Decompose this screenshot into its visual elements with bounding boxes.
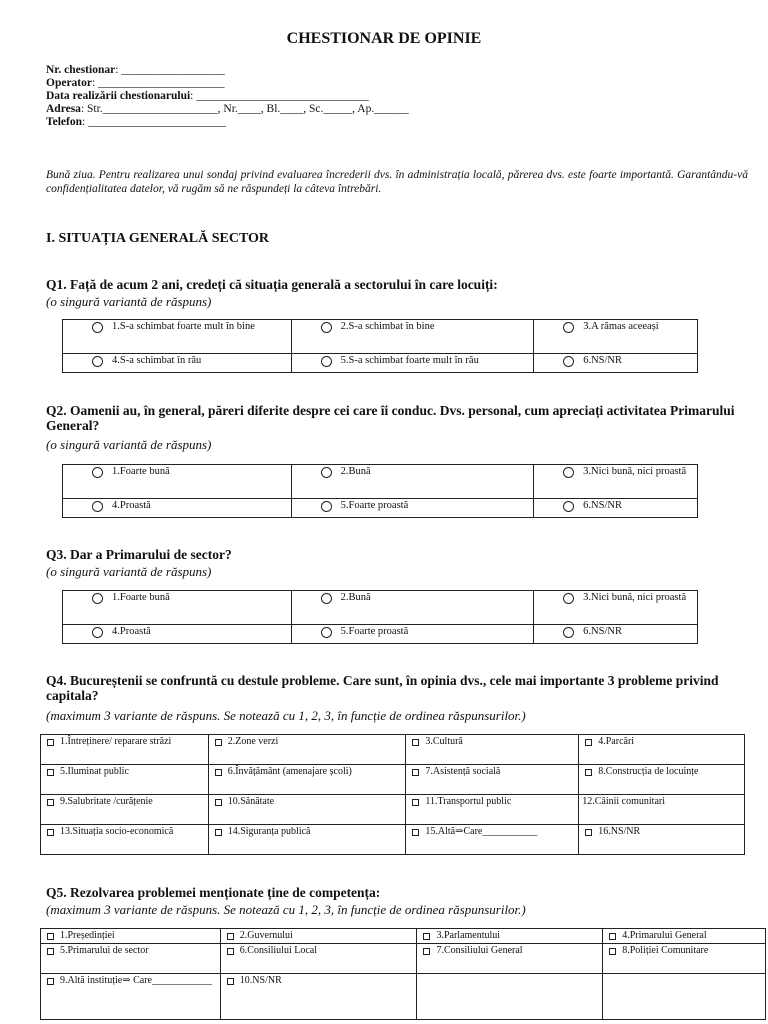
data-field[interactable]: : ______________________________ [190,90,369,102]
q3-hint: (o singură variantă de răspuns) [46,564,212,579]
respondent-info-block [46,64,409,129]
q2-option[interactable]: 5.Foarte proastă [291,499,534,518]
q4-options-table [40,734,745,855]
q4-option[interactable]: 10.Sănătate [208,795,406,825]
radio-icon[interactable] [321,627,332,638]
q3-option[interactable]: 1.Foarte bună [63,591,292,625]
checkbox-icon[interactable] [609,948,616,955]
q4-option[interactable]: 8.Construcția de locuințe [579,765,745,795]
checkbox-icon[interactable] [47,739,54,746]
q1-option[interactable]: 4.S-a schimbat în rău [63,354,292,373]
q1-option[interactable]: 6.NS/NR [534,354,698,373]
radio-icon[interactable] [321,356,332,367]
adresa-row [46,103,409,116]
operator-field[interactable]: : ______________________ [91,77,225,89]
q4-question: Q4. Bucureștenii se confruntă cu destule probleme. Care sunt, în opinia dvs., cele mai importante 3 probleme privind capitala? [46,673,719,703]
q2-option[interactable]: 3.Nici bună, nici proastă [534,465,698,499]
q4-option[interactable]: 4.Parcări [579,735,745,765]
radio-icon[interactable] [563,322,574,333]
q4-option[interactable]: 16.NS/NR [579,825,745,855]
q4-option[interactable]: 2.Zone verzi [208,735,406,765]
operator-label: Operator [46,77,92,89]
checkbox-icon[interactable] [215,829,222,836]
checkbox-icon[interactable] [47,829,54,836]
q5-options-table [40,928,766,1020]
q2-option[interactable]: 4.Proastă [63,499,292,518]
q5-option[interactable]: 6.Consiliului Local [220,944,417,974]
checkbox-icon[interactable] [215,769,222,776]
q1-options-table [62,319,698,373]
telefon-label: Telefon [46,116,82,128]
checkbox-icon[interactable] [412,769,419,776]
checkbox-icon[interactable] [47,799,54,806]
q5-option[interactable]: 10.NS/NR [220,974,417,1020]
checkbox-icon[interactable] [609,933,616,940]
q3-option[interactable]: 2.Bună [291,591,534,625]
q5-option[interactable]: 5.Primarului de sector [41,944,221,974]
section-title: I. SITUAȚIA GENERALĂ SECTOR [46,231,270,246]
q4-option[interactable]: 5.Iluminat public [41,765,209,795]
q1-hint: (o singură variantă de răspuns) [46,294,212,309]
checkbox-icon[interactable] [585,829,592,836]
q3-options-table [62,590,698,644]
radio-icon[interactable] [321,501,332,512]
q5-empty-cell [603,974,766,1020]
q3-option[interactable]: 4.Proastă [63,625,292,644]
nr-chestionar-field[interactable]: : __________________ [115,64,225,76]
checkbox-icon[interactable] [423,948,430,955]
radio-icon[interactable] [321,322,332,333]
radio-icon[interactable] [563,467,574,478]
checkbox-icon[interactable] [585,769,592,776]
q5-option[interactable]: 7.Consiliului General [417,944,603,974]
data-label: Data realizării chestionarului [46,90,191,102]
q2-options-table [62,464,698,518]
adresa-field[interactable]: : Str.____________________, Nr.____, Bl.____, Sc._____, Ap.______ [80,103,409,115]
q2-hint: (o singură variantă de răspuns) [46,437,212,452]
checkbox-icon[interactable] [227,978,234,985]
checkbox-icon[interactable] [47,978,54,985]
q4-option[interactable]: 9.Salubritate /curățenie [41,795,209,825]
q3-option[interactable]: 3.Nici bună, nici proastă [534,591,698,625]
checkbox-icon[interactable] [47,769,54,776]
radio-icon[interactable] [92,322,103,333]
adresa-label: Adresa [46,103,81,115]
q4-option[interactable]: 3.Cultură [406,735,579,765]
operator-row [46,77,409,90]
radio-icon[interactable] [563,593,574,604]
q1-option[interactable]: 3.A rămas aceeași [534,320,698,354]
checkbox-icon[interactable] [47,948,54,955]
checkbox-icon[interactable] [227,933,234,940]
data-row [46,90,409,103]
radio-icon[interactable] [321,593,332,604]
telefon-row [46,116,409,129]
q3-option[interactable]: 5.Foarte proastă [291,625,534,644]
checkbox-icon[interactable] [215,739,222,746]
q5-option[interactable]: 1.Președinției [41,929,221,944]
checkbox-icon[interactable] [412,799,419,806]
checkbox-icon[interactable] [215,799,222,806]
q4-option[interactable]: 15.Altă⇒Care___________ [406,825,579,855]
q2-option[interactable]: 2.Bună [291,465,534,499]
radio-icon[interactable] [563,356,574,367]
page-title: CHESTIONAR DE OPINIE [286,30,482,47]
q4-option[interactable]: 1.Întreținere/ reparare străzi [41,735,209,765]
q4-option[interactable]: 11.Transportul public [406,795,579,825]
checkbox-icon[interactable] [227,948,234,955]
radio-icon[interactable] [563,501,574,512]
q4-option[interactable]: 13.Situația socio-economică [41,825,209,855]
nr-chestionar-label: Nr. chestionar [46,64,116,76]
checkbox-icon[interactable] [412,829,419,836]
q5-question: Q5. Rezolvarea problemei menționate ține de competența: [46,885,381,900]
q5-option[interactable]: 2.Guvernului [220,929,417,944]
radio-icon[interactable] [92,501,103,512]
q1-option[interactable]: 2.S-a schimbat în bine [291,320,534,354]
checkbox-icon[interactable] [47,933,54,940]
radio-icon[interactable] [92,593,103,604]
q3-question: Q3. Dar a Primarului de sector? [46,547,232,562]
q5-option[interactable]: 3.Parlamentului [417,929,603,944]
q2-option[interactable]: 6.NS/NR [534,499,698,518]
q4-option[interactable]: 12.Câinii comunitari [579,795,745,825]
q1-option[interactable]: 5.S-a schimbat foarte mult în rău [291,354,534,373]
q4-option[interactable]: 6.Învățământ (amenajare școli) [208,765,406,795]
checkbox-icon[interactable] [412,739,419,746]
radio-icon[interactable] [92,467,103,478]
q4-option[interactable]: 14.Siguranța publică [208,825,406,855]
q5-hint: (maximum 3 variante de răspuns. Se notează cu 1, 2, 3, în funcție de ordinea răspunsurilor.) [46,902,526,917]
q5-option[interactable]: 8.Poliției Comunitare [603,944,766,974]
q1-question: Q1. Față de acum 2 ani, credeți că situația generală a sectorului în care locuiți: [46,277,498,292]
radio-icon[interactable] [92,627,103,638]
q5-option[interactable]: 9.Altă instituție⇒ Care____________ [41,974,221,1020]
q1-option[interactable]: 1.S-a schimbat foarte mult în bine [63,320,292,354]
radio-icon[interactable] [321,467,332,478]
radio-icon[interactable] [92,356,103,367]
q3-option[interactable]: 6.NS/NR [534,625,698,644]
q4-option[interactable]: 7.Asistență socială [406,765,579,795]
intro-paragraph: Bună ziua. Pentru realizarea unui sondaj privind evaluarea încrederii dvs. în administrația locală, părerea dvs. este foarte importantă. Garantându-vă confidențialitatea datelor, vă rugăm să ne răspundeți la câteva întrebări. [46,169,748,195]
q4-hint: (maximum 3 variante de răspuns. Se notează cu 1, 2, 3, în funcție de ordinea răspunsurilor.) [46,708,526,723]
checkbox-icon[interactable] [423,933,430,940]
q2-option[interactable]: 1.Foarte bună [63,465,292,499]
q5-option[interactable]: 4.Primarului General [603,929,766,944]
q2-question: Q2. Oamenii au, în general, păreri diferite despre cei care îi conduc. Dvs. personal, cum apreciați activitatea Primarului General? [46,403,735,433]
telefon-field[interactable]: : ________________________ [82,116,227,128]
q5-empty-cell [417,974,603,1020]
checkbox-icon[interactable] [585,739,592,746]
radio-icon[interactable] [563,627,574,638]
nr-chestionar-row [46,64,409,77]
